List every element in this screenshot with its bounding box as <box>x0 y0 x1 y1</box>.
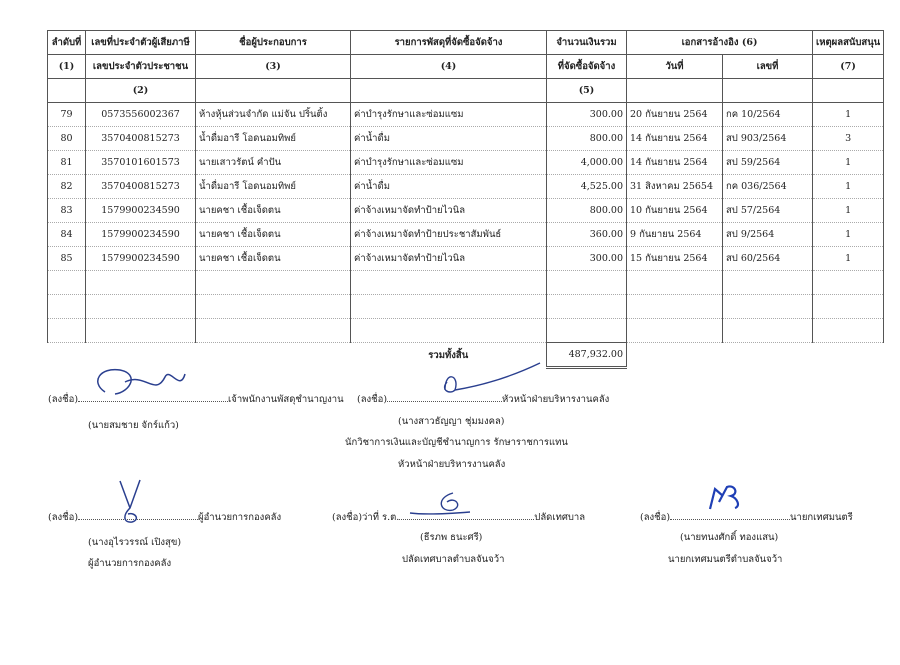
signature-2-title: นักวิชาการเงินและบัญชีชำนาญการ รักษาราชการแทน <box>345 437 568 448</box>
empty-row <box>48 271 884 295</box>
header-seq-num: (1) <box>48 55 86 79</box>
procurement-table <box>47 30 884 369</box>
signature-2-scribble <box>425 360 545 400</box>
cell-vendor: ห้างหุ้นส่วนจำกัด แม่จัน ปริ้นติ้ง <box>196 103 351 127</box>
cell-vendor: นายคชา เชื้อเจ็ดตน <box>196 247 351 271</box>
cell-docno: สป 57/2564 <box>723 199 813 223</box>
cell-docno: สป 59/2564 <box>723 151 813 175</box>
cell-date: 31 สิงหาคม 25654 <box>627 175 723 199</box>
header-amount-num: (5) <box>547 79 627 103</box>
header-date: วันที่ <box>627 55 723 79</box>
table-row <box>48 175 884 199</box>
total-label: รวมทั้งสิ้น <box>428 349 469 361</box>
cell-date: 9 กันยายน 2564 <box>627 223 723 247</box>
cell-vendor: น้ำดื่มอารี โอดนอมทิพย์ <box>196 175 351 199</box>
cell-seq: 79 <box>48 103 86 127</box>
cell-docno: สป 903/2564 <box>723 127 813 151</box>
cell-item: ค่าบำรุงรักษาและซ่อมแซม <box>351 151 547 175</box>
total-value: 487,932.00 <box>547 343 627 368</box>
cell-taxid: 0573556002367 <box>86 103 196 127</box>
empty-row <box>48 295 884 319</box>
sign-prefix: (ลงชื่อ) <box>48 394 79 405</box>
cell-item: ค่าบำรุงรักษาและซ่อมแซม <box>351 103 547 127</box>
cell-amount: 4,525.00 <box>547 175 627 199</box>
signature-1-role: เจ้าพนักงานพัสดุชำนาญงาน <box>228 394 344 405</box>
header-vendor: ชื่อผู้ประกอบการ <box>196 31 351 55</box>
cell-item: ค่าน้ำดื่ม <box>351 175 547 199</box>
cell-taxid: 1579900234590 <box>86 223 196 247</box>
sign-prefix: (ลงชื่อ) <box>640 512 671 523</box>
table-row <box>48 199 884 223</box>
cell-seq: 80 <box>48 127 86 151</box>
cell-reason: 1 <box>813 103 884 127</box>
signature-2-name: (นางสาวธัญญา ชุ่มมงคล) <box>398 416 505 427</box>
signature-2-role: หัวหน้าฝ่ายบริหารงานคลัง <box>502 394 610 405</box>
signature-4-name: (ธีรภพ ธนะศรี) <box>420 532 483 543</box>
cell-seq: 81 <box>48 151 86 175</box>
cell-seq: 84 <box>48 223 86 247</box>
cell-reason: 1 <box>813 223 884 247</box>
signature-5-title: นายกเทศมนตรีตำบลจันจว้า <box>668 554 783 565</box>
cell-vendor: นายคชา เชื้อเจ็ดตน <box>196 199 351 223</box>
cell-date: 10 กันยายน 2564 <box>627 199 723 223</box>
header-vendor-num: (3) <box>196 55 351 79</box>
signature-3-title: ผู้อำนวยการกองคลัง <box>88 558 172 569</box>
cell-vendor: น้ำดื่มอารี โอดนอมทิพย์ <box>196 127 351 151</box>
cell-item: ค่าจ้างเหมาจัดทำป้ายไวนิล <box>351 247 547 271</box>
cell-amount: 360.00 <box>547 223 627 247</box>
sign-prefix: (ลงชื่อ) <box>48 512 79 523</box>
signature-4-prefix: (ลงชื่อ)ว่าที่ ร.ต. <box>332 512 400 523</box>
signature-5-name: (นายทนงศักดิ์ ทองแสน) <box>680 532 779 543</box>
cell-reason: 1 <box>813 199 884 223</box>
header-amount: จำนวนเงินรวม <box>547 31 627 55</box>
table-row <box>48 103 884 127</box>
cell-reason: 1 <box>813 175 884 199</box>
header-taxid-num: (2) <box>86 79 196 103</box>
cell-item: ค่าจ้างเหมาจัดทำป้ายประชาสัมพันธ์ <box>351 223 547 247</box>
signature-3-name: (นางอุไรวรรณ์ เปิงสุข) <box>88 537 182 548</box>
cell-date: 14 กันยายน 2564 <box>627 151 723 175</box>
cell-docno: กค 10/2564 <box>723 103 813 127</box>
cell-taxid: 3570101601573 <box>86 151 196 175</box>
cell-item: ค่าจ้างเหมาจัดทำป้ายไวนิล <box>351 199 547 223</box>
cell-taxid: 1579900234590 <box>86 247 196 271</box>
cell-vendor: นายคชา เชื้อเจ็ดตน <box>196 223 351 247</box>
header-item: รายการพัสดุที่จัดซื้อจัดจ้าง <box>351 31 547 55</box>
header-doc: เอกสารอ้างอิง (6) <box>627 31 813 55</box>
cell-reason: 3 <box>813 127 884 151</box>
cell-amount: 300.00 <box>547 247 627 271</box>
signature-5-scribble <box>705 484 750 514</box>
header-seq: ลำดับที่ <box>48 31 86 55</box>
signature-3-role: ผู้อำนวยการกองคลัง <box>198 512 282 523</box>
cell-date: 20 กันยายน 2564 <box>627 103 723 127</box>
cell-amount: 300.00 <box>547 103 627 127</box>
cell-seq: 82 <box>48 175 86 199</box>
table-row <box>48 247 884 271</box>
cell-amount: 4,000.00 <box>547 151 627 175</box>
signature-2-title2: หัวหน้าฝ่ายบริหารงานคลัง <box>398 459 506 470</box>
cell-seq: 83 <box>48 199 86 223</box>
header-item-num: (4) <box>351 55 547 79</box>
cell-docno: สป 9/2564 <box>723 223 813 247</box>
cell-docno: สป 60/2564 <box>723 247 813 271</box>
cell-reason: 1 <box>813 247 884 271</box>
header-docno: เลขที่ <box>723 55 813 79</box>
signature-1-name: (นายสมชาย จักร์แก้ว) <box>88 420 179 431</box>
cell-date: 14 กันยายน 2564 <box>627 127 723 151</box>
cell-amount: 800.00 <box>547 199 627 223</box>
header-reason-num: (7) <box>813 55 884 79</box>
header-amount2: ที่จัดซื้อจัดจ้าง <box>547 55 627 79</box>
sign-prefix: (ลงชื่อ) <box>357 394 388 405</box>
table-row <box>48 127 884 151</box>
cell-date: 15 กันยายน 2564 <box>627 247 723 271</box>
cell-taxid: 1579900234590 <box>86 199 196 223</box>
cell-docno: กค 036/2564 <box>723 175 813 199</box>
cell-amount: 800.00 <box>547 127 627 151</box>
cell-taxid: 3570400815273 <box>86 175 196 199</box>
signature-3-scribble <box>112 478 152 526</box>
signature-4-role: ปลัดเทศบาล <box>534 512 586 523</box>
cell-reason: 1 <box>813 151 884 175</box>
signature-1-scribble <box>85 362 195 407</box>
cell-taxid: 3570400815273 <box>86 127 196 151</box>
cell-seq: 85 <box>48 247 86 271</box>
signature-5-role: นายกเทศมนตรี <box>790 512 853 523</box>
cell-item: ค่าน้ำดื่ม <box>351 127 547 151</box>
header-taxid: เลขที่ประจำตัวผู้เสียภาษี <box>86 31 196 55</box>
signature-4-title: ปลัดเทศบาลตำบลจันจว้า <box>402 554 505 565</box>
table-row <box>48 223 884 247</box>
empty-row <box>48 319 884 343</box>
header-taxid2: เลขประจำตัวประชาชน <box>86 55 196 79</box>
signature-3-line <box>48 510 281 525</box>
table-row <box>48 151 884 175</box>
cell-vendor: นายเสาวรัตน์ คำปัน <box>196 151 351 175</box>
signature-4-scribble <box>405 488 475 518</box>
header-reason: เหตุผลสนับสนุน <box>813 31 884 55</box>
